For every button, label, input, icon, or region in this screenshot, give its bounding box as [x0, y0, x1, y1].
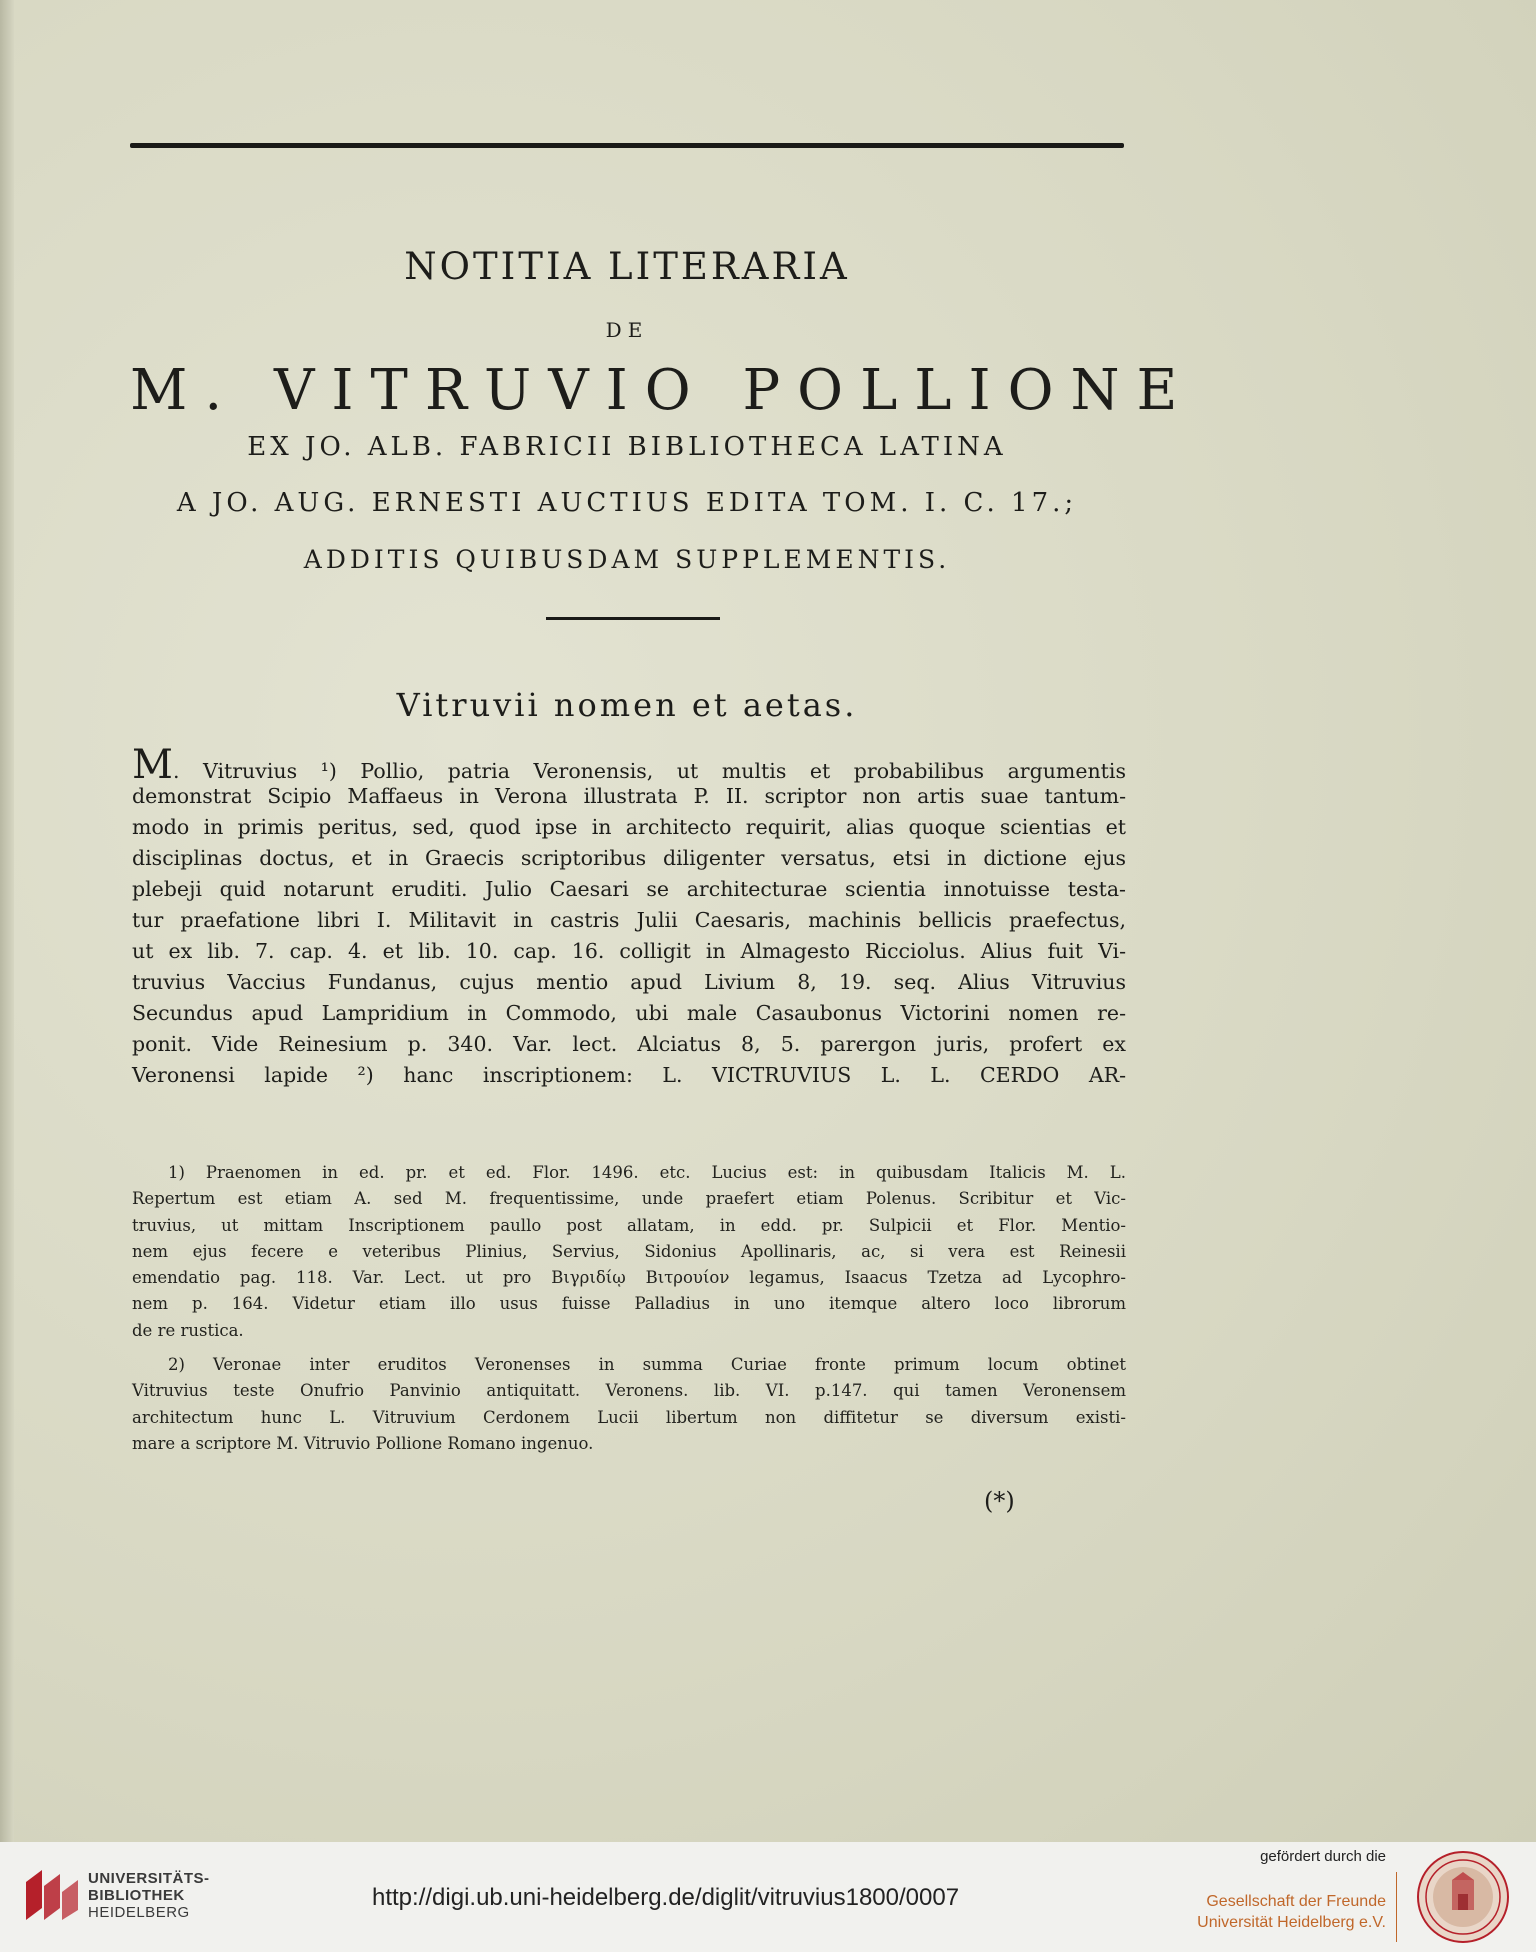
body-line: ut ex lib. 7. cap. 4. et lib. 10. cap. 16. colligit in Almagesto Ricciolus. Alius fuit Vi-	[132, 939, 1126, 963]
sponsor-org-line1[interactable]: Gesellschaft der Freunde	[1206, 1893, 1386, 1910]
permalink-url[interactable]: http://digi.ub.uni-heidelberg.de/diglit/vitruvius1800/0007	[372, 1884, 960, 1911]
body-line: demonstrat Scipio Maffaeus in Verona illustrata P. II. scriptor non artis suae tantum-	[132, 784, 1126, 808]
footnote-line: emendatio pag. 118. Var. Lect. ut pro Βιγριδίῳ Βιτρουίον legamus, Isaacus Tzetza ad Lycophro-	[132, 1268, 1126, 1288]
viewer-footer	[0, 1842, 1536, 1952]
ub-heidelberg-logo-icon[interactable]	[20, 1862, 86, 1928]
footnote-line: mare a scriptore M. Vitruvio Pollione Romano ingenuo.	[132, 1433, 594, 1453]
body-line: tur praefatione libri I. Militavit in castris Julii Caesaris, machinis bellicis praefectus,	[132, 908, 1126, 932]
page-title-main: M. VITRUVIO POLLIONE	[130, 358, 1195, 423]
page-title-de: DE	[605, 318, 649, 342]
subtitle-3: ADDITIS QUIBUSDAM SUPPLEMENTIS.	[303, 545, 951, 574]
body-line: disciplinas doctus, et in Graecis scriptoribus diligenter versatus, etsi in dictione ejus	[132, 846, 1126, 870]
signature-mark: (*)	[984, 1487, 1015, 1515]
body-line: plebeji quid notarunt eruditi. Julio Caesari se architecturae scientia innotuisse testa-	[132, 877, 1126, 901]
library-name-line1: UNIVERSITÄTS-	[88, 1870, 210, 1887]
footnote-line: Vitruvius teste Onufrio Panvinio antiquitatt. Veronens. lib. VI. p.147. qui tamen Veronensem	[132, 1381, 1126, 1401]
footnote-line: Repertum est etiam A. sed M. frequentissime, unde praefert etiam Polenus. Scribitur et Vic-	[132, 1189, 1126, 1209]
sponsor-lead: gefördert durch die	[1260, 1848, 1386, 1865]
library-name-line2: BIBLIOTHEK	[88, 1887, 185, 1904]
university-seal-icon	[1416, 1850, 1510, 1944]
footnote-line: nem p. 164. Videtur etiam illo usus fuisse Palladius in uno itemque altero loco librorum	[132, 1294, 1126, 1314]
footer-divider	[1396, 1872, 1397, 1942]
short-rule	[546, 617, 720, 620]
footnote-line: truvius, ut mittam Inscriptionem paullo post allatam, in edd. pr. Sulpicii et Flor. Mentio-	[132, 1215, 1126, 1235]
footnote-line: 2) Veronae inter eruditos Veronenses in summa Curiae fronte primum locum obtinet	[168, 1355, 1126, 1375]
sponsor-block	[1150, 1848, 1386, 1933]
section-heading: Vitruvii nomen et aetas.	[396, 686, 858, 724]
body-text	[132, 742, 1126, 1091]
library-name-line3: HEIDELBERG	[88, 1904, 190, 1921]
top-rule	[130, 143, 1124, 148]
library-name	[88, 1870, 210, 1921]
body-line: modo in primis peritus, sed, quod ipse in architecto requirit, alias quoque scientias et	[132, 815, 1126, 839]
body-line: Veronensi lapide ²) hanc inscriptionem: L. VICTRUVIUS L. L. CERDO AR-	[132, 1063, 1126, 1087]
body-line: ponit. Vide Reinesium p. 340. Var. lect. Alciatus 8, 5. parergon juris, profert ex	[132, 1032, 1126, 1056]
footnotes	[132, 1160, 1126, 1457]
footnote-line: nem ejus fecere e veteribus Plinius, Servius, Sidonius Apollinaris, ac, si vera est Reinesii	[132, 1241, 1126, 1261]
footnote-line: de re rustica.	[132, 1320, 244, 1340]
subtitle-1: EX JO. ALB. FABRICII BIBLIOTHECA LATINA	[247, 432, 1007, 462]
page-edge	[0, 0, 14, 1842]
footnote-line: 1) Praenomen in ed. pr. et ed. Flor. 1496. etc. Lucius est: in quibusdam Italicis M. L.	[168, 1163, 1126, 1182]
body-line	[132, 742, 1126, 788]
footnote-line: architectum hunc L. Vitruvium Cerdonem Lucii libertum non diffitetur se diversum existi-	[132, 1407, 1126, 1427]
body-line-rest: . Vitruvius ¹) Pollio, patria Veronensis, ut multis et probabilibus argumentis	[172, 759, 1126, 783]
body-line: Secundus apud Lampridium in Commodo, ubi male Casaubonus Victorini nomen re-	[132, 1001, 1126, 1025]
page-title-line1: NOTITIA LITERARIA	[404, 245, 850, 288]
sponsor-org-line2[interactable]: Universität Heidelberg e.V.	[1197, 1914, 1386, 1931]
subtitle-2: A JO. AUG. ERNESTI AUCTIUS EDITA TOM. I. C. 17.;	[176, 488, 1078, 518]
drop-cap: M	[132, 742, 173, 788]
body-line: truvius Vaccius Fundanus, cujus mentio apud Livium 8, 19. seq. Alius Vitruvius	[132, 970, 1126, 994]
